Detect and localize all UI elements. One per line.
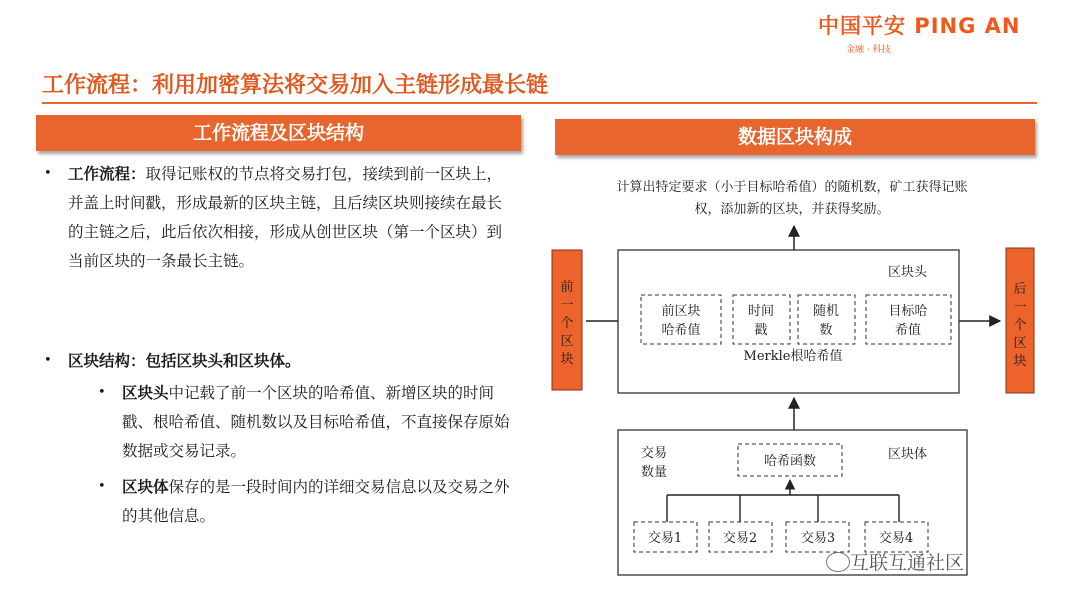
block-body-label: 区块体 <box>888 447 928 462</box>
wechat-icon <box>826 552 850 572</box>
sub-bullet-header-key: 区块头 <box>122 383 169 402</box>
field-prev-hash-line1: 前区块 <box>661 304 701 319</box>
bullet-structure-text: 包括区块头和区块体。 <box>145 351 301 370</box>
sub-bullet-block-header <box>98 378 518 466</box>
block-diagram <box>548 150 1048 590</box>
logo-brand: 中国平安 PING AN <box>818 14 1021 38</box>
bullet-block-structure <box>44 346 514 376</box>
field-nonce-line2: 数 <box>819 323 833 338</box>
right-section-header: 数据区块构成 <box>555 119 1035 155</box>
bullet-dot: • <box>98 479 106 494</box>
page-title: 工作流程：利用加密算法将交易加入主链形成最长链 <box>42 72 549 98</box>
next-block-char: 一 <box>1013 300 1027 315</box>
field-target-hash-line1: 目标哈 <box>888 304 928 319</box>
prev-block-char: 前 <box>560 280 574 295</box>
sub-bullet-block-body <box>98 472 518 531</box>
field-nonce-line1: 随机 <box>812 304 840 319</box>
prev-block-char: 区 <box>560 334 574 349</box>
sub-bullet-body-text: 保存的是一段时间内的详细交易信息以及交易之外的其他信息。 <box>122 478 510 525</box>
field-target-hash-line2: 希值 <box>894 323 922 338</box>
bullet-workflow <box>44 159 514 276</box>
tx-label-3: 交易3 <box>800 531 836 546</box>
tx-label-4: 交易4 <box>878 531 914 546</box>
block-header <box>618 250 959 393</box>
field-timestamp-line1: 时间 <box>747 304 775 319</box>
tx-count-line1: 交易 <box>641 446 668 461</box>
prev-block-char: 个 <box>560 316 574 331</box>
next-block-char: 区 <box>1013 336 1027 351</box>
tx-label-2: 交易2 <box>722 531 758 546</box>
left-section-header: 工作流程及区块结构 <box>36 115 521 151</box>
hash-function-label: 哈希函数 <box>763 454 817 469</box>
prev-block <box>552 250 582 390</box>
bullet-structure-key: 区块结构： <box>68 351 146 370</box>
tx-label-1: 交易1 <box>647 531 683 546</box>
sub-bullet-header-text: 中记载了前一个区块的哈希值、新增区块的时间戳、根哈希值、随机数以及目标哈希值，不直接保存原始数据或交易记录。 <box>122 384 510 460</box>
top-note-line2: 权，添加新的区块，并获得奖励。 <box>694 202 890 217</box>
top-note-line1: 计算出特定要求（小于目标哈希值）的随机数，矿工获得记账 <box>616 180 968 195</box>
field-prev-hash-line2: 哈希值 <box>661 323 701 338</box>
bullet-dot: • <box>44 166 52 181</box>
prev-block-char: 块 <box>560 352 574 367</box>
merkle-root-label: Merkle根哈希值 <box>743 349 843 364</box>
bullet-workflow-key: 工作流程： <box>68 164 146 183</box>
bullet-workflow-text: 取得记账权的节点将交易打包，接续到前一区块上，并盖上时间戳，形成最新的区块主链，且后续区块则接续在最长的主链之后，此后依次相接，形成从创世区块（第一个区块）到当前区块的一条最长主链。 <box>68 165 503 270</box>
next-block-char: 个 <box>1013 318 1027 333</box>
prev-block-char: 一 <box>560 298 574 313</box>
watermark-text: 互联互通社区 <box>850 552 965 574</box>
field-timestamp-line2: 戳 <box>754 323 768 338</box>
next-block <box>1006 248 1034 393</box>
title-divider <box>42 102 1037 104</box>
bullet-dot: • <box>98 385 106 400</box>
pingan-logo <box>818 10 1028 56</box>
block-diagram-svg <box>548 150 1048 590</box>
bullet-dot: • <box>44 353 52 368</box>
tx-count-line2: 数量 <box>641 465 668 480</box>
next-block-char: 块 <box>1013 354 1027 369</box>
block-header-label: 区块头 <box>888 265 928 280</box>
next-block-char: 后 <box>1013 282 1027 297</box>
logo-tagline: 金融 · 科技 <box>846 45 891 55</box>
sub-bullet-body-key: 区块体 <box>122 477 169 496</box>
